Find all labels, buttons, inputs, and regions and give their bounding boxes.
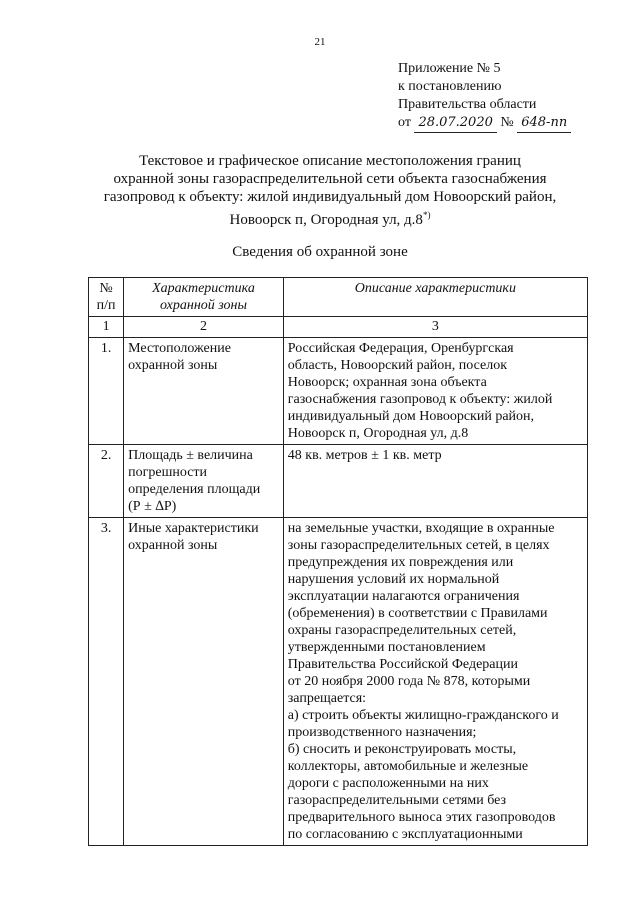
row-characteristic: Местоположение охранной зоны [124, 338, 284, 445]
appendix-line-1: Приложение № 5 [398, 61, 501, 76]
table-row [89, 445, 588, 518]
table-header-row [89, 278, 588, 317]
date-value: 28.07.2020 [414, 114, 496, 133]
header-col-description: Описание характеристики [283, 278, 587, 317]
appendix-date-line [398, 114, 628, 133]
appendix-header [398, 60, 628, 133]
row-description: на земельные участки, входящие в охранные зоны газораспределительных сетей, в целях предупреждения их повреждения или нарушения условий их нормальной эксплуатации налагаются ограничения (обременения) в соответствии с Правилами охраны газораспределительных сетей, утвержденными постановлением Правительства Российской Федерации от 20 ноября 2000 года № 878, которыми запрещается: а) строить объекты жилищно-гражданского и производственного назначения; б) сносить и реконструировать мосты, коллекторы, автомобильные и железные дороги с расположенными на них газораспределительными сетями без предварительного выноса этих газопроводов по согласованию с эксплуатационными [283, 518, 587, 846]
section-subtitle: Сведения об охранной зоне [232, 244, 408, 260]
column-number-1: 1 [89, 317, 124, 338]
appendix-line-3: Правительства области [398, 97, 537, 112]
row-description: Российская Федерация, Оренбургская область, Новоорский район, поселок Новоорск; охранная зона объекта газоснабжения газопровод к объекту: жилой индивидуальный дом Новоорский район, Новоорск п, Огородная ул, д.8 [283, 338, 587, 445]
column-number-2: 2 [124, 317, 284, 338]
number-value: 648-пп [517, 114, 571, 133]
footnote-mark: *) [422, 210, 431, 220]
row-number: 2. [89, 445, 124, 518]
title-line-2: охранной зоны газораспределительной сети объекта газоснабжения [113, 171, 547, 187]
row-number: 1. [89, 338, 124, 445]
column-numbers-row [89, 317, 588, 338]
column-number-3: 3 [283, 317, 587, 338]
row-characteristic: Площадь ± величина погрешности определения площади (Р ± ∆Р) [124, 445, 284, 518]
title-line-1: Текстовое и графическое описание местоположения границ [139, 153, 521, 169]
number-prefix: № [500, 115, 514, 130]
document-title [60, 152, 600, 229]
title-line-4: Новоорск п, Огородная ул, д.8*) [229, 210, 431, 228]
appendix-line-2: к постановлению [398, 79, 502, 94]
zone-info-table [88, 277, 588, 846]
date-prefix: от [398, 115, 411, 130]
page-number: 21 [314, 36, 326, 48]
table-row [89, 518, 588, 846]
header-col-number: № п/п [89, 278, 124, 317]
title-line-3: газопровод к объекту: жилой индивидуальный дом Новоорский район, [103, 189, 557, 205]
row-description: 48 кв. метров ± 1 кв. метр [283, 445, 587, 518]
header-col-characteristic: Характеристика охранной зоны [124, 278, 284, 317]
row-characteristic: Иные характеристики охранной зоны [124, 518, 284, 846]
table-row [89, 338, 588, 445]
row-number: 3. [89, 518, 124, 846]
